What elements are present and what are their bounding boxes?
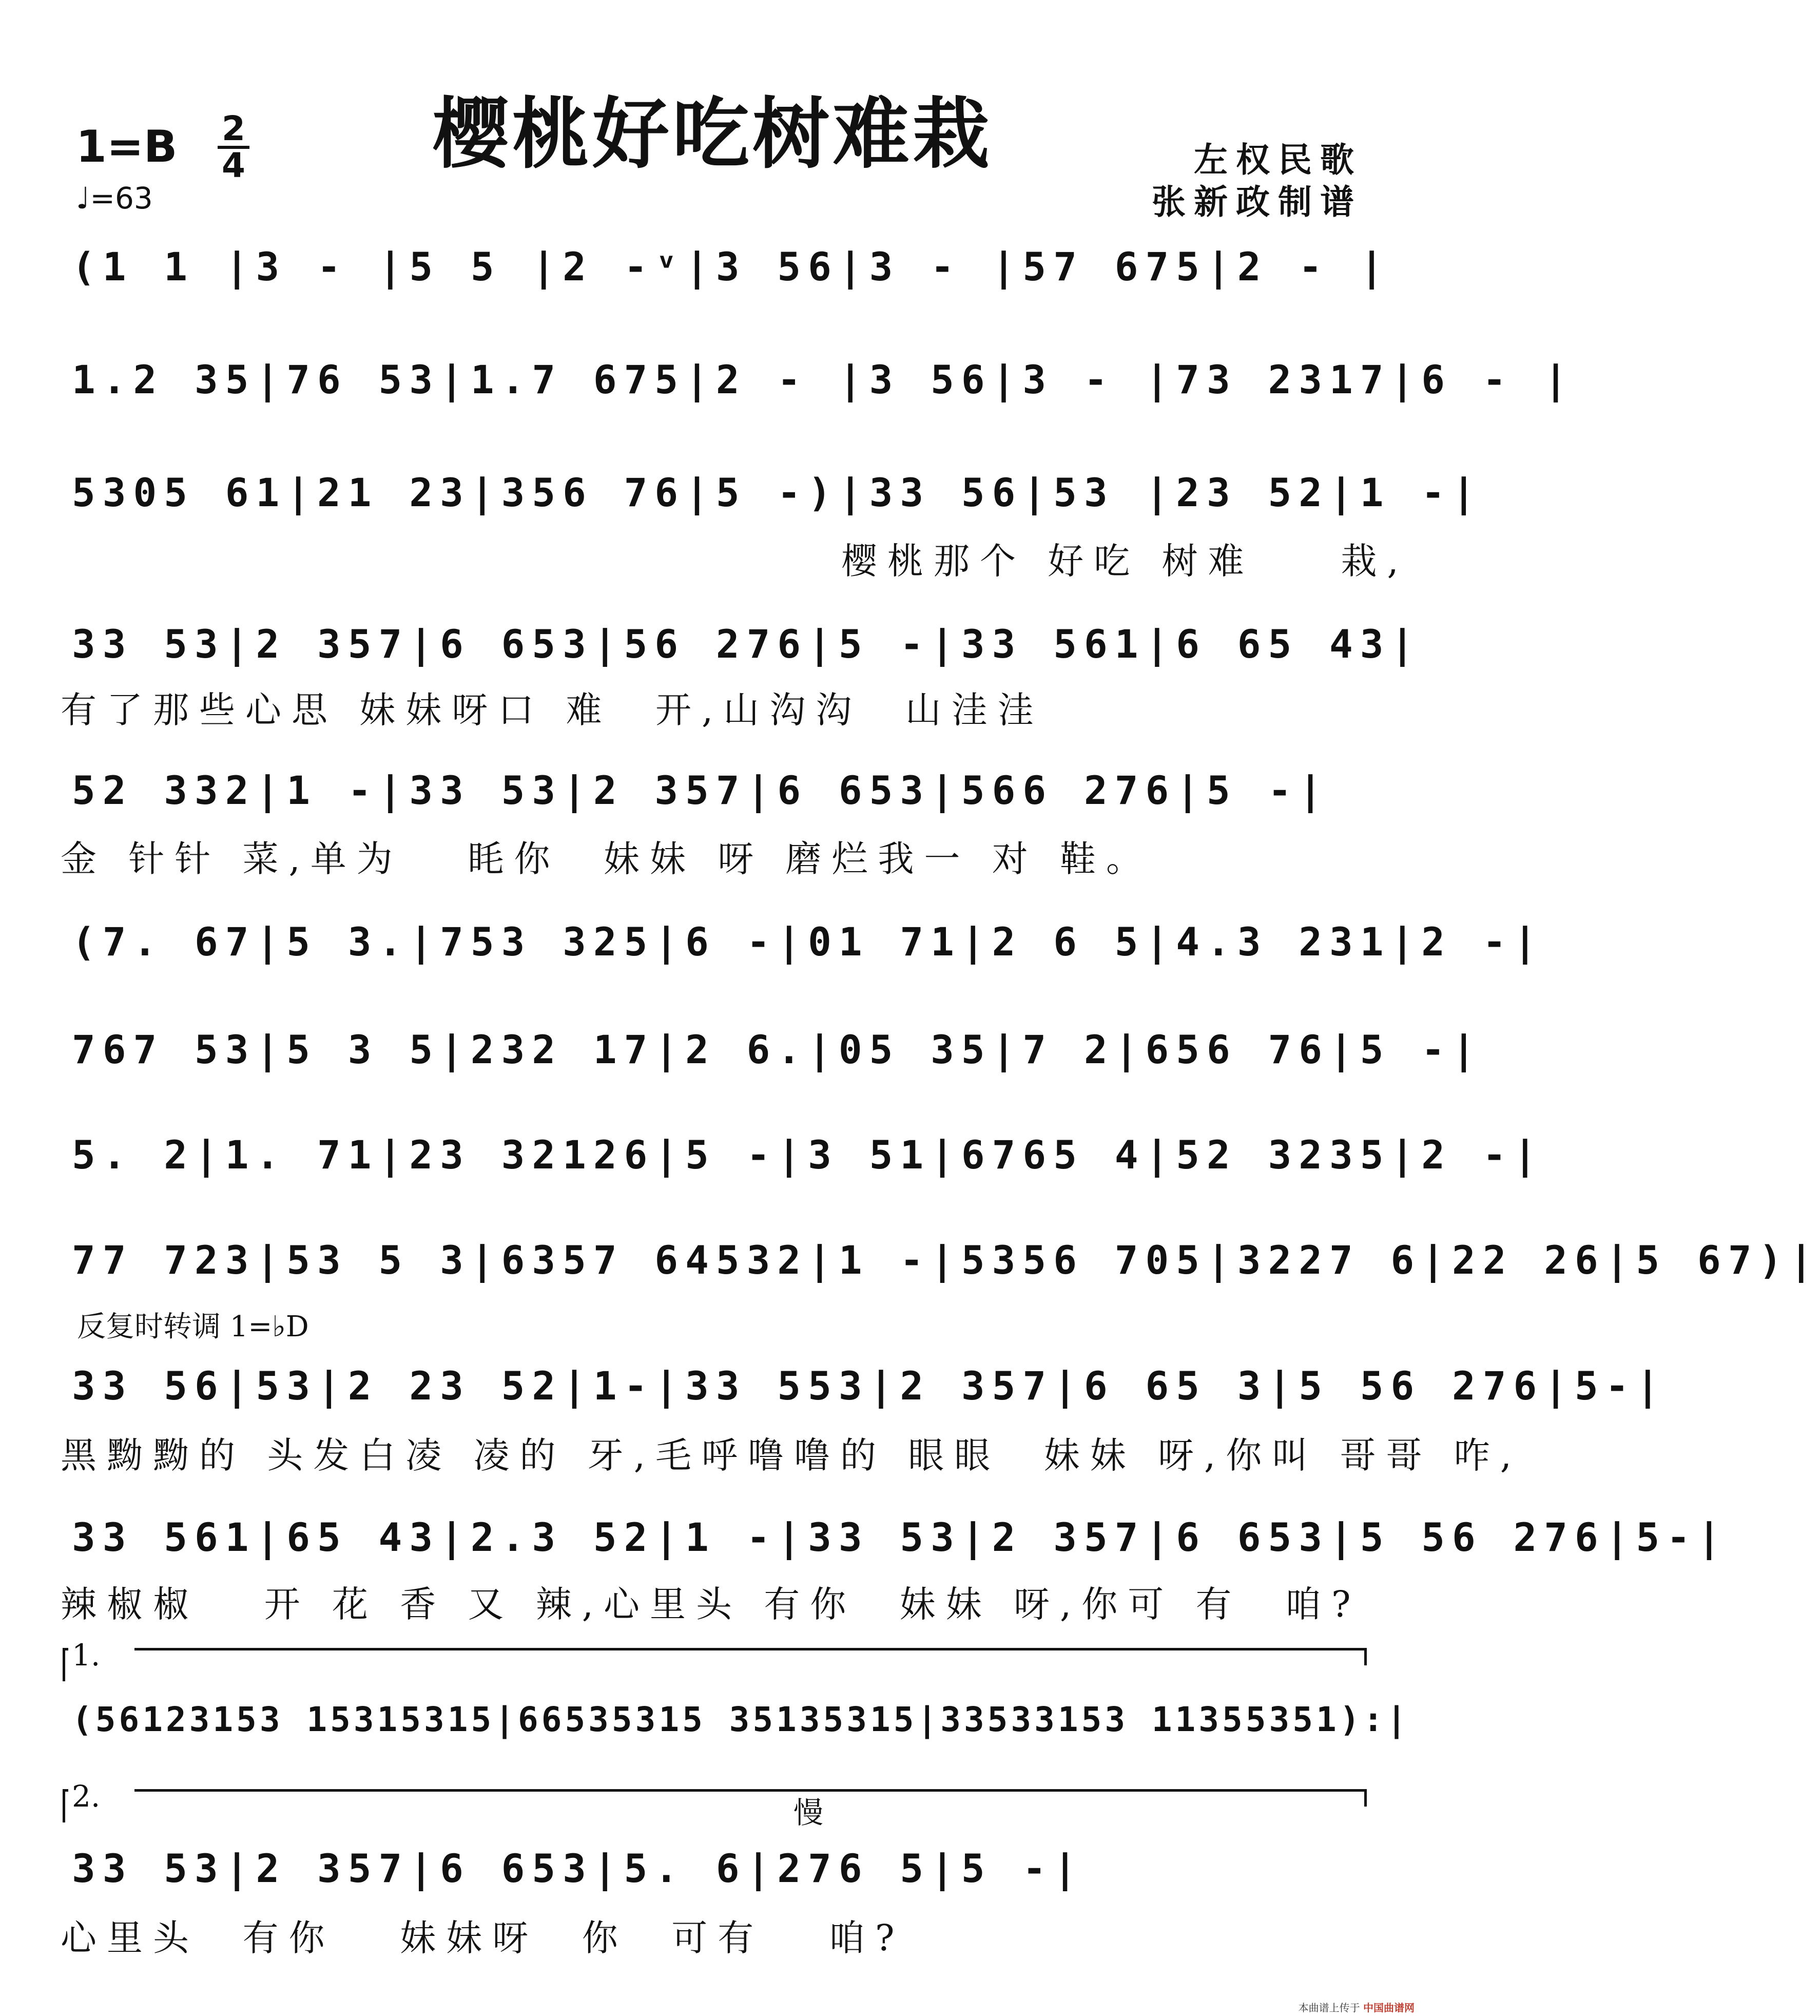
staff-row — [61, 1124, 1544, 1186]
ending-line-end — [1364, 1648, 1367, 1665]
jianpu-notes: 33 561|65 43|2.3 52|1 -|33 53|2 357|6 653|5 56 276|5-| — [72, 1514, 1728, 1560]
ending-number: 1. — [72, 1638, 101, 1673]
jianpu-notes: 5. 2|1. 71|23 32126|5 -|3 51|6765 4|52 3235|2 -| — [72, 1132, 1544, 1178]
score-title: 樱桃好吃树难栽 — [432, 89, 993, 179]
ending-line-end — [1364, 1789, 1367, 1807]
footer-brand: 中国曲谱网 — [1363, 2002, 1415, 2014]
staff-row — [61, 760, 1367, 821]
staff-row — [61, 1230, 1820, 1291]
tempo-marking: ♩=63 — [76, 181, 153, 216]
jianpu-notes: 1.2 35|76 53|1.7 675|2 - |3 56|3 - |73 2317|6 - | — [72, 357, 1575, 402]
lyric-line: 心里头 有你 妹妹呀 你 可有 咱? — [61, 1917, 905, 1959]
ending-bracket-1 — [63, 1638, 1366, 1679]
jianpu-notes: 767 53|5 3 5|232 17|2 6.|05 35|7 2|656 76|5 -| — [72, 1027, 1483, 1072]
ending-line — [134, 1648, 1366, 1650]
staff-row — [61, 911, 1544, 973]
ending-number: 2. — [72, 1779, 101, 1814]
jianpu-notes: (7. 67|5 3.|753 325|6 -|01 71|2 6 5|4.3 231|2 -| — [72, 919, 1544, 965]
meter-bottom: 4 — [218, 146, 249, 183]
staff-row — [61, 1019, 1483, 1081]
modulation-note: 反复时转调 1=♭D — [77, 1310, 309, 1343]
staff-row — [61, 462, 1483, 524]
tempo-mark-slow: 慢 — [793, 1795, 824, 1830]
lyric-line: 辣椒椒 开 花 香 又 辣,心里头 有你 妹妹 呀,你可 有 咱? — [61, 1583, 1361, 1625]
ending-bracket-corner — [63, 1789, 68, 1822]
key-signature: 1=B — [76, 121, 178, 172]
jianpu-notes: 33 53|2 357|6 653|5. 6|276 5|5 -| — [72, 1846, 1084, 1891]
staff-row — [61, 1689, 1410, 1751]
jianpu-notes: (1 1 |3 - |5 5 |2 -ᵛ|3 56|3 - |57 675|2 - | — [72, 244, 1391, 290]
ending-bracket-2 — [63, 1779, 1366, 1820]
lyric-line: 黑黝黝的 头发白凌 凌的 牙,毛呼噜噜的 眼眼 妹妹 呀,你叫 哥哥 咋, — [61, 1434, 1522, 1476]
jianpu-notes: 52 332|1 -|33 53|2 357|6 653|566 276|5 -| — [72, 767, 1329, 813]
ending-bracket-corner — [63, 1648, 68, 1681]
staff-row — [61, 236, 1391, 298]
footer-text: 本曲谱上传于 — [1298, 2002, 1360, 2014]
jianpu-notes: 77 723|53 5 3|6357 64532|1 -|5356 705|3227 6|22 26|5 67)| — [72, 1237, 1820, 1283]
meter-top: 2 — [222, 109, 245, 148]
jianpu-notes: 5305 61|21 23|356 76|5 -)|33 56|53 |23 52|1 -| — [72, 470, 1483, 515]
jianpu-notes: (56123153 15315315|66535315 35135315|33533153 11355351):| — [72, 1700, 1410, 1739]
staff-row — [61, 349, 1575, 411]
staff-row — [61, 1838, 1367, 1899]
staff-row — [61, 1507, 1728, 1568]
credit-folk-song: 左权民歌 — [1194, 140, 1362, 180]
ending-line — [134, 1789, 1366, 1792]
jianpu-notes: 33 56|53|2 23 52|1-|33 553|2 357|6 65 3|5 56 276|5-| — [72, 1363, 1667, 1409]
credit-arranger: 张新政制谱 — [1152, 182, 1362, 222]
lyric-line: 有了那些心思 妹妹呀口 难 开,山沟沟 山洼洼 — [61, 689, 1044, 731]
lyric-line: 金 针针 菜,单为 眊你 妹妹 呀 磨烂我一 对 鞋。 — [61, 838, 1153, 880]
footer-watermark — [1299, 2000, 1415, 2014]
staff-row — [61, 613, 1422, 675]
time-signature — [218, 109, 249, 185]
staff-row — [61, 1355, 1667, 1417]
lyric-line: 樱桃那个 好吃 树难 栽, — [61, 540, 1409, 582]
jianpu-notes: 33 53|2 357|6 653|56 276|5 -|33 561|6 65 43| — [72, 621, 1422, 667]
